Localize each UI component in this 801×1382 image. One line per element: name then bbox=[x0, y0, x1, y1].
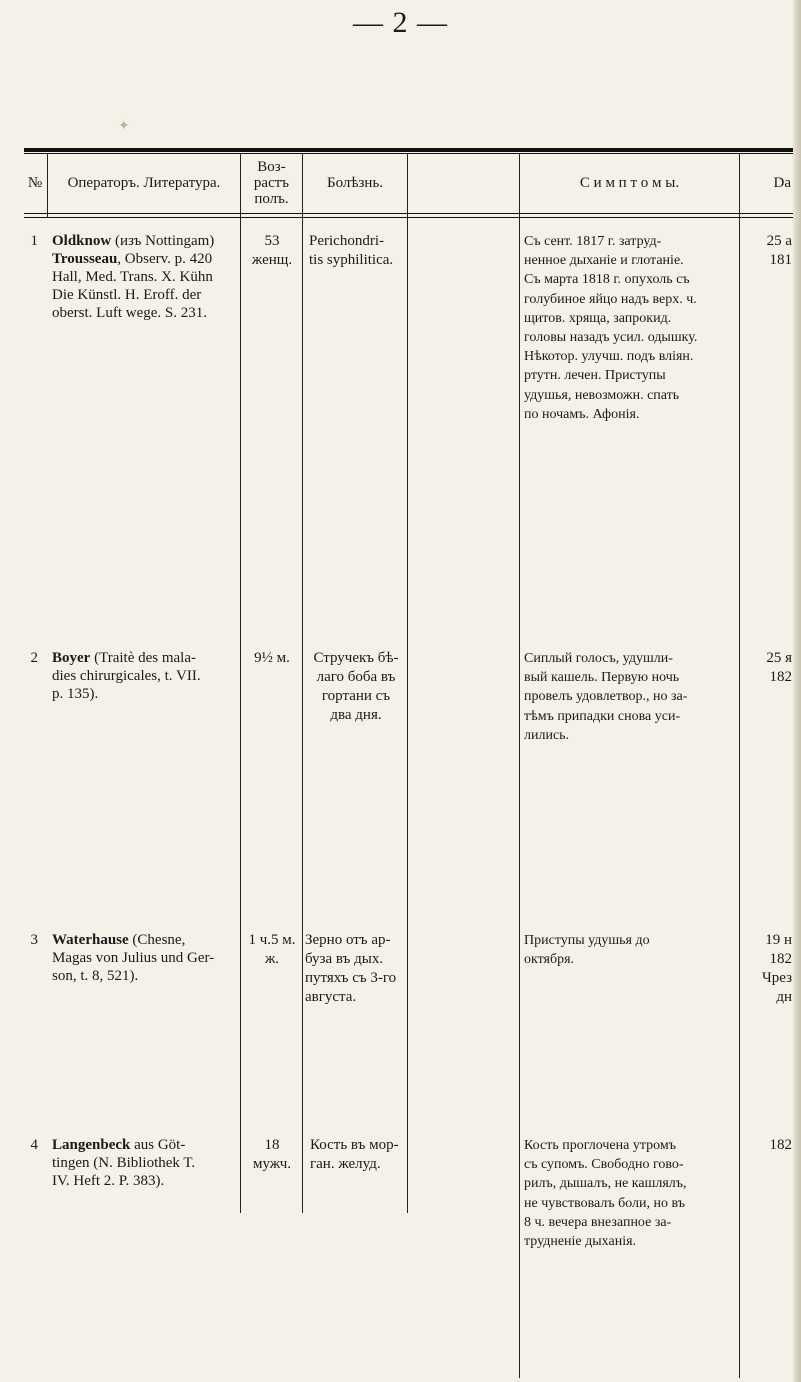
author-name: Boyer bbox=[52, 650, 91, 666]
row-disease: Стручекъ бѣ- лаго боба въ гортани съ два дня. bbox=[313, 650, 399, 723]
row-date: 25 я 182 bbox=[766, 650, 792, 685]
author-name: Langenbeck bbox=[52, 1137, 131, 1153]
row-number: 4 bbox=[30, 1137, 38, 1153]
page-edge-shadow bbox=[793, 0, 801, 1382]
col-divider bbox=[240, 153, 241, 1213]
row-symptoms: Приступы удушья до октября. bbox=[524, 933, 650, 968]
col-divider bbox=[407, 153, 408, 1213]
table-top-rule bbox=[24, 148, 794, 152]
header-age: Воз- растъ полъ. bbox=[253, 159, 290, 207]
page-number: — 2 — bbox=[353, 6, 448, 39]
author-name: Trousseau bbox=[52, 251, 118, 267]
row-age: 53 женщ. bbox=[251, 233, 293, 268]
header-author: Операторъ. Литература. bbox=[67, 175, 221, 191]
author-name: Oldknow bbox=[52, 233, 112, 249]
ink-stamp: ✦ bbox=[118, 119, 130, 134]
header-date: Da bbox=[773, 175, 791, 191]
row-symptoms: Сиплый голосъ, удушли- вый кашель. Первую ночь провелъ удовлетвор., но за- тѣмъ припадки снова уси- лились. bbox=[524, 651, 688, 743]
header-symptoms: С и м п т о м ы. bbox=[579, 175, 680, 191]
row-number: 3 bbox=[30, 932, 38, 948]
row-age: 9½ м. bbox=[254, 650, 290, 666]
row-author: Oldknow (изъ Nottingam) Trousseau, Observ. p. 420 Hall, Med. Trans. X. Kühn Die Künstl. H. Eroff. der oberst. Luft wege. S. 231. bbox=[52, 233, 215, 321]
row-symptoms: Кость проглочена утромъ съ супомъ. Свободно гово- рилъ, дышалъ, не кашлялъ, не чувствовалъ боли, но въ 8 ч. вечера внезапное за- трудненіе дыханія. bbox=[524, 1138, 687, 1250]
header-disease: Болѣзнь. bbox=[326, 175, 384, 191]
row-date: 182 bbox=[769, 1137, 792, 1153]
row-disease: Зерно отъ ар- буза въ дых. путяхъ съ 3-го августа. bbox=[305, 932, 397, 1005]
row-disease: Perichondri- tis syphilitica. bbox=[309, 233, 394, 268]
header-bottom-rule-thin bbox=[24, 217, 794, 218]
col-divider bbox=[739, 153, 740, 1378]
author-name: Waterhause bbox=[52, 932, 129, 948]
col-divider bbox=[519, 153, 520, 1378]
row-date: 19 н 182 Чрез дн bbox=[761, 932, 792, 1005]
header-num: № bbox=[27, 175, 43, 191]
row-author: Langenbeck aus Göt- tingen (N. Bibliothek T. IV. Heft 2. P. 383). bbox=[52, 1137, 196, 1189]
row-author: Waterhause (Chesne, Magas von Julius und Ger- son, t. 8, 521). bbox=[52, 932, 215, 984]
row-date: 25 а 181 bbox=[766, 233, 792, 268]
row-symptoms: Съ сент. 1817 г. затруд- ненное дыханіе и глотаніе. Съ марта 1818 г. опухоль съ голубиное яйцо надъ верх. ч. щитов. хряща, запрокид. головы назадъ усил. одышку. Нѣкотор. улучш. подъ вліян. ртутн. лечен. Приступы удушья, невозможн. спать по ночамъ. Афонія. bbox=[524, 234, 698, 422]
row-author: Boyer (Traitè des mala- dies chirurgicales, t. VII. p. 135). bbox=[52, 650, 201, 702]
row-number: 2 bbox=[30, 650, 38, 666]
row-number: 1 bbox=[30, 233, 38, 249]
row-disease: Кость въ мор- ган. желуд. bbox=[310, 1137, 399, 1172]
row-age: 18 мужч. bbox=[252, 1137, 292, 1172]
header-bottom-rule bbox=[24, 213, 794, 214]
col-divider bbox=[302, 153, 303, 1213]
row-age: 1 ч.5 м. ж. bbox=[248, 932, 296, 967]
